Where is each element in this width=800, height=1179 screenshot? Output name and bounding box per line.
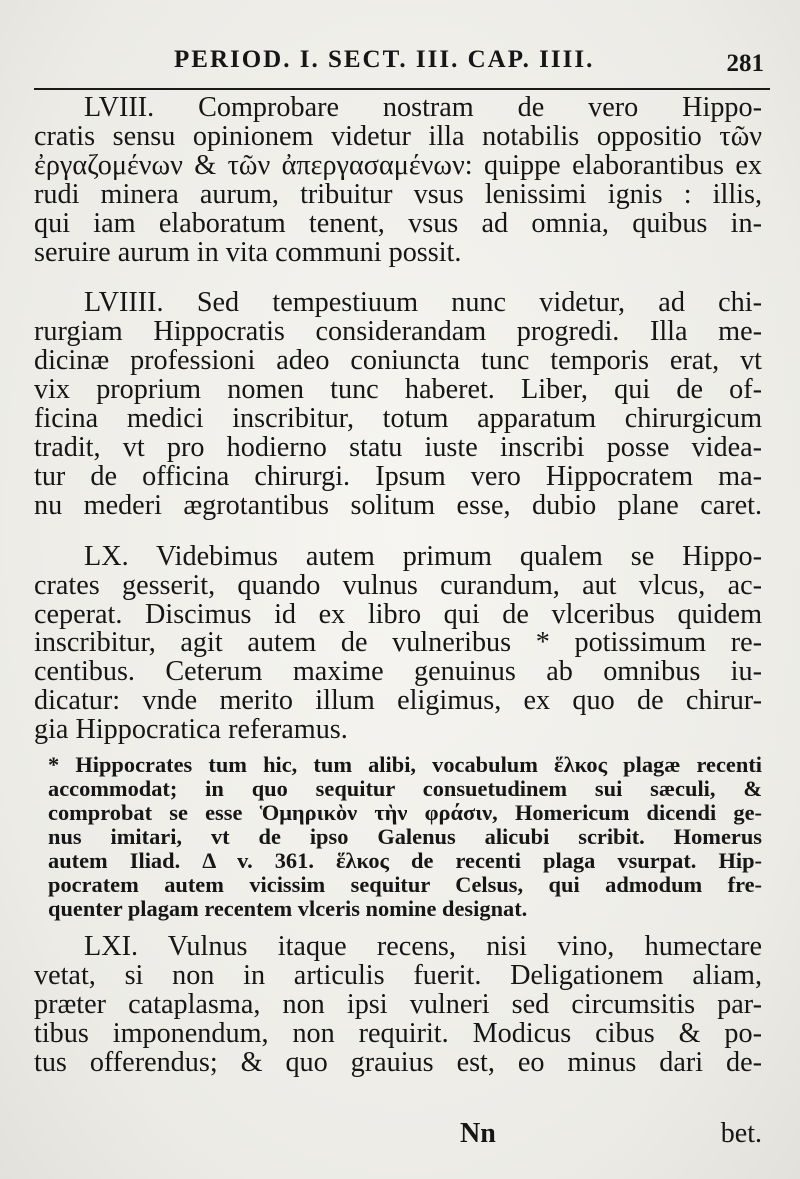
page-number: 281 bbox=[726, 50, 764, 77]
footnote bbox=[34, 753, 762, 921]
paragraph-gap bbox=[34, 521, 762, 543]
text-line: vix proprium nomen tunc haberet. Liber, qui de of- bbox=[34, 374, 762, 406]
footnote-line: pocratem autem vicissim sequitur Celsus, qui admodum fre- bbox=[48, 872, 762, 898]
footnote-line: autem Iliad. Δ v. 361. ἕλκος de recenti plaga vsurpat. Hip- bbox=[48, 848, 762, 874]
text-line: vetat, si non in articulis fuerit. Deligationem aliam, bbox=[34, 959, 762, 991]
text-line: cratis sensu opinionem videtur illa notabilis oppositio τῶν bbox=[34, 120, 762, 152]
text-line: gia Hippocratica referamus. bbox=[34, 714, 348, 746]
text-line: tibus imponendum, non requirit. Modicus cibus & po- bbox=[34, 1017, 762, 1049]
text-line: dicatur: vnde merito illum eligimus, ex quo de chirur- bbox=[34, 685, 762, 717]
text-line: inscribitur, agit autem de vulneribus * potissimum re- bbox=[34, 627, 762, 659]
text-line: ceperat. Discimus id ex libro qui de vlceribus quidem bbox=[34, 598, 762, 630]
text-line: LVIIII. Sed tempestiuum nunc videtur, ad chi- bbox=[84, 287, 762, 319]
header-rule bbox=[34, 88, 770, 90]
text-line: qui iam elaboratum tenent, vsus ad omnia, quibus in- bbox=[34, 207, 762, 239]
text-line: nu mederi ægrotantibus solitum esse, dubio plane caret. bbox=[34, 489, 762, 521]
paragraph-lxi bbox=[34, 933, 762, 1078]
text-line: tus offerendus; & quo grauius est, eo minus dari de- bbox=[34, 1046, 762, 1078]
footnote-line: * Hippocrates tum hic, tum alibi, vocabulum ἕλκος plagæ recenti bbox=[48, 752, 762, 778]
body-text bbox=[34, 94, 762, 1078]
text-line: LX. Videbimus autem primum qualem se Hippo- bbox=[84, 540, 762, 572]
text-line: rudi minera aurum, tribuitur vsus lenissimi ignis : illis, bbox=[34, 178, 762, 210]
text-line: tradit, vt pro hodierno statu iuste inscribi posse videa- bbox=[34, 431, 762, 463]
footnote-line: nus imitari, vt de ipso Galenus alicubi scribit. Homerus bbox=[48, 824, 762, 850]
catchword: bet. bbox=[720, 1118, 762, 1149]
running-head: PERIOD. I. SECT. III. CAP. IIII. bbox=[174, 46, 595, 73]
text-line: ficina medici inscribitur, totum apparatum chirurgicum bbox=[34, 403, 762, 435]
text-line: LXI. Vulnus itaque recens, nisi vino, humectare bbox=[84, 931, 762, 963]
text-line: ἐργαζομένων & τῶν ἀπεργασαμένων: quippe elaborantibus ex bbox=[34, 149, 762, 181]
page-header bbox=[34, 40, 770, 90]
paragraph-lviii bbox=[34, 94, 762, 267]
footnote-line: accommodat; in quo sequitur consuetudinem sui sæculi, & bbox=[48, 776, 762, 802]
text-line: centibus. Ceterum maxime genuinus ab omnibus iu- bbox=[34, 656, 762, 688]
footnote-line: quenter plagam recentem vlceris nomine designat. bbox=[48, 896, 528, 922]
paragraph-gap bbox=[34, 267, 762, 289]
text-line: seruire aurum in vita communi possit. bbox=[34, 236, 462, 268]
text-line: tur de officina chirurgi. Ipsum vero Hippocratem ma- bbox=[34, 460, 762, 492]
text-line: crates gesserit, quando vulnus curandum, aut vlcus, ac- bbox=[34, 569, 762, 601]
paragraph-lviiii bbox=[34, 289, 762, 520]
text-line: rurgiam Hippocratis considerandam progredi. Illa me- bbox=[34, 316, 762, 348]
paragraph-lx bbox=[34, 540, 762, 746]
text-line: LVIII. Comprobare nostram de vero Hippo- bbox=[84, 92, 762, 123]
signature-mark: Nn bbox=[460, 1118, 496, 1149]
footnote-line: comprobat se esse Ὁμηρικὸν τὴν φράσιν, Homericum dicendi ge- bbox=[48, 800, 762, 826]
text-line: dicinæ professioni adeo coniuncta tunc temporis erat, vt bbox=[34, 345, 762, 377]
text-line: præter cataplasma, non ipsi vulneri sed circumsitis par- bbox=[34, 988, 762, 1020]
